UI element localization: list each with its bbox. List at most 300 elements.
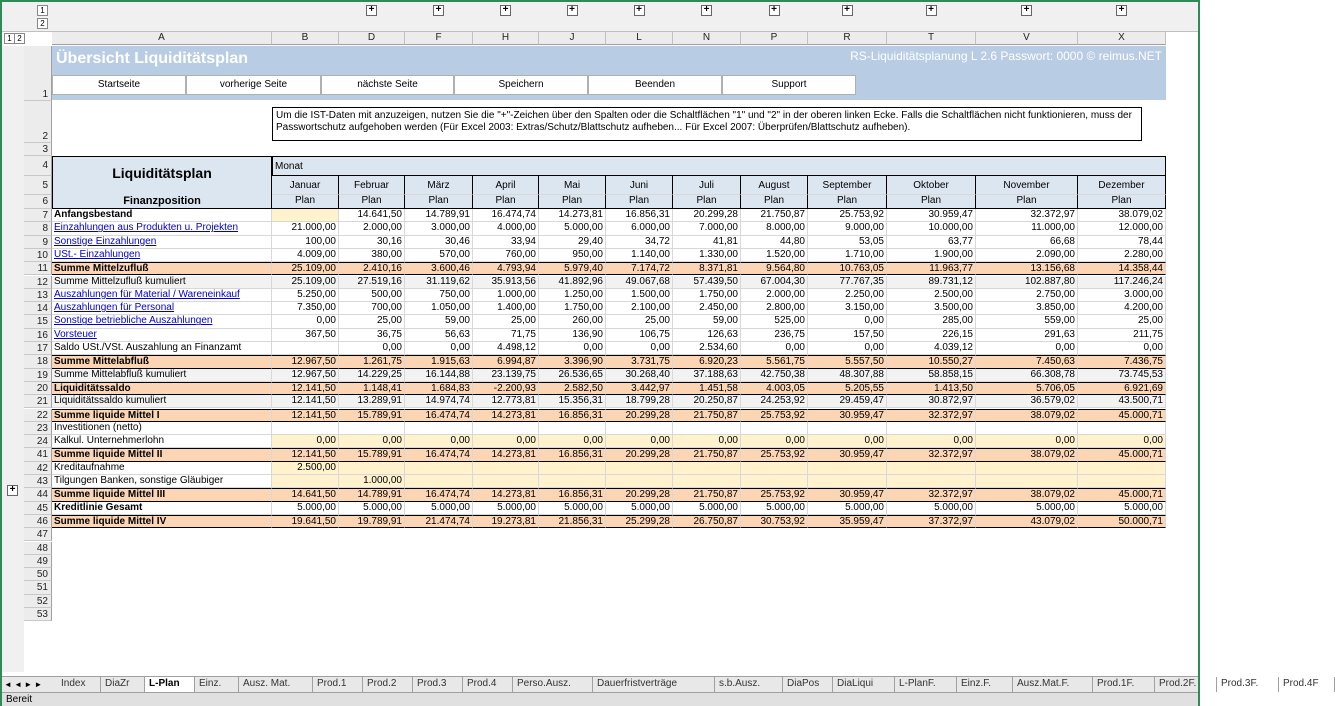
table-cell[interactable]: 100,00	[272, 236, 339, 249]
table-cell[interactable]: 0,00	[606, 435, 673, 448]
row-header-7[interactable]: 7	[24, 209, 52, 222]
table-cell[interactable]: 20.250,87	[673, 395, 741, 408]
sheet-tab-20[interactable]: Prod.4F	[1279, 677, 1335, 692]
row-header-3[interactable]: 3	[24, 143, 52, 156]
table-cell[interactable]: 43.500,71	[1078, 395, 1166, 408]
table-cell[interactable]	[1078, 422, 1166, 435]
table-cell[interactable]: 750,00	[405, 289, 473, 302]
sheet-tab-13[interactable]: DiaLiqui	[833, 677, 895, 692]
table-cell[interactable]: 14.789,91	[405, 209, 473, 222]
column-header-L[interactable]: L	[606, 32, 673, 45]
table-cell[interactable]: 2.582,50	[539, 382, 606, 395]
row-header-47[interactable]: 47	[24, 528, 52, 541]
table-cell[interactable]: 1.915,63	[405, 355, 473, 368]
row-outline-level-2-button[interactable]: 2	[14, 33, 25, 44]
column-header-V[interactable]: V	[976, 32, 1078, 45]
table-cell[interactable]: 4.200,00	[1078, 302, 1166, 315]
table-cell[interactable]: 12.141,50	[272, 395, 339, 408]
table-cell[interactable]: 34,72	[606, 236, 673, 249]
row-header-5[interactable]: 5	[24, 176, 52, 195]
outline-level-2-button[interactable]: 2	[37, 18, 48, 29]
table-cell[interactable]: 9.564,80	[741, 262, 808, 275]
table-cell[interactable]: 30.959,47	[887, 209, 976, 222]
table-cell[interactable]	[887, 462, 976, 475]
column-header-R[interactable]: R	[808, 32, 887, 45]
table-cell[interactable]: 4.039,12	[887, 342, 976, 355]
table-cell[interactable]	[741, 462, 808, 475]
table-cell[interactable]: 32.372,97	[976, 209, 1078, 222]
column-header-N[interactable]: N	[673, 32, 741, 45]
table-cell[interactable]: 5.000,00	[741, 502, 808, 515]
table-cell[interactable]: 500,00	[339, 289, 405, 302]
table-cell[interactable]: 211,75	[1078, 329, 1166, 342]
table-cell[interactable]: 15.789,91	[339, 409, 405, 422]
table-cell[interactable]: -2.200,93	[473, 382, 539, 395]
table-cell[interactable]: 0,00	[473, 435, 539, 448]
table-cell[interactable]: 2.000,00	[339, 222, 405, 235]
table-cell[interactable]: 23.139,75	[473, 369, 539, 382]
table-cell[interactable]: 32.372,97	[887, 488, 976, 501]
row-header-6[interactable]: 6	[24, 195, 52, 209]
table-cell[interactable]	[272, 422, 339, 435]
table-cell[interactable]: 0,00	[539, 342, 606, 355]
table-cell[interactable]: 6.994,87	[473, 355, 539, 368]
table-cell[interactable]: 37.188,63	[673, 369, 741, 382]
table-cell[interactable]: 89.731,12	[887, 276, 976, 289]
sheet-tab-9[interactable]: Perso.Ausz.	[513, 677, 593, 692]
table-cell[interactable]: 4.009,00	[272, 249, 339, 262]
table-cell[interactable]: 1.710,00	[808, 249, 887, 262]
table-cell[interactable]: 14.229,25	[339, 369, 405, 382]
table-cell[interactable]	[673, 422, 741, 435]
table-cell[interactable]	[1078, 462, 1166, 475]
column-header-B[interactable]: B	[272, 32, 339, 45]
table-cell[interactable]: 30.959,47	[808, 448, 887, 461]
table-cell[interactable]: 3.600,46	[405, 262, 473, 275]
column-header-H[interactable]: H	[473, 32, 539, 45]
table-cell[interactable]	[976, 422, 1078, 435]
row-header-13[interactable]: 13	[24, 289, 52, 302]
table-cell[interactable]: 33,94	[473, 236, 539, 249]
column-header-F[interactable]: F	[405, 32, 473, 45]
table-cell[interactable]	[606, 462, 673, 475]
table-cell[interactable]: 367,50	[272, 329, 339, 342]
sheet-tab-4[interactable]: Ausz. Mat.	[239, 677, 313, 692]
expand-column-plus-icon[interactable]: +	[1021, 5, 1032, 16]
table-cell[interactable]: 20.299,28	[606, 448, 673, 461]
table-cell[interactable]: 38.079,02	[976, 488, 1078, 501]
table-cell[interactable]: 6.000,00	[606, 222, 673, 235]
table-cell[interactable]: 13.156,68	[976, 262, 1078, 275]
table-cell[interactable]	[272, 342, 339, 355]
sheet-tab-6[interactable]: Prod.2	[363, 677, 413, 692]
table-cell[interactable]: 25,00	[606, 315, 673, 328]
row-header-10[interactable]: 10	[24, 249, 52, 262]
table-cell[interactable]: 3.000,00	[405, 222, 473, 235]
sheet-tab-14[interactable]: L-PlanF.	[895, 677, 957, 692]
row-header-11[interactable]: 11	[24, 262, 52, 275]
expand-column-plus-icon[interactable]: +	[1116, 5, 1127, 16]
table-cell[interactable]: 2.410,16	[339, 262, 405, 275]
table-cell[interactable]: 26.750,87	[673, 515, 741, 528]
row-header-49[interactable]: 49	[24, 555, 52, 568]
table-cell[interactable]: 2.250,00	[808, 289, 887, 302]
table-cell[interactable]: 36.579,02	[976, 395, 1078, 408]
table-cell[interactable]: 1.684,83	[405, 382, 473, 395]
column-header-X[interactable]: X	[1078, 32, 1166, 45]
table-cell[interactable]: 7.350,00	[272, 302, 339, 315]
table-cell[interactable]	[339, 462, 405, 475]
table-cell[interactable]: 53,05	[808, 236, 887, 249]
table-cell[interactable]: 950,00	[539, 249, 606, 262]
table-cell[interactable]: 49.067,68	[606, 276, 673, 289]
row-header-24[interactable]: 24	[24, 435, 52, 448]
table-cell[interactable]: 25.753,92	[808, 209, 887, 222]
table-cell[interactable]: 5.000,00	[539, 502, 606, 515]
table-cell[interactable]: 73.745,53	[1078, 369, 1166, 382]
table-cell[interactable]: 57.439,50	[673, 276, 741, 289]
table-cell[interactable]: 18.799,28	[606, 395, 673, 408]
table-cell[interactable]: 43.079,02	[976, 515, 1078, 528]
table-cell[interactable]: 1.400,00	[473, 302, 539, 315]
table-cell[interactable]	[673, 475, 741, 488]
table-cell[interactable]: 21.750,87	[673, 488, 741, 501]
table-cell[interactable]: 0,00	[539, 435, 606, 448]
outline-level-1-button[interactable]: 1	[37, 5, 48, 16]
expand-column-plus-icon[interactable]: +	[500, 5, 511, 16]
tab-scroll-arrows-icon[interactable]: ◄ ◄ ► ►	[4, 680, 43, 689]
table-cell[interactable]: 15.789,91	[339, 448, 405, 461]
table-cell[interactable]: 30,46	[405, 236, 473, 249]
table-cell[interactable]: 14.358,44	[1078, 262, 1166, 275]
table-cell[interactable]: 0,00	[741, 342, 808, 355]
table-cell[interactable]: 12.773,81	[473, 395, 539, 408]
table-cell[interactable]: 0,00	[741, 435, 808, 448]
table-cell[interactable]: 1.750,00	[539, 302, 606, 315]
table-cell[interactable]: 3.500,00	[887, 302, 976, 315]
table-cell[interactable]: 19.641,50	[272, 515, 339, 528]
row-header-20[interactable]: 20	[24, 382, 52, 395]
table-cell[interactable]: 50.000,71	[1078, 515, 1166, 528]
table-cell[interactable]: 0,00	[339, 342, 405, 355]
table-cell[interactable]	[539, 462, 606, 475]
table-cell[interactable]: 12.000,00	[1078, 222, 1166, 235]
column-header-T[interactable]: T	[887, 32, 976, 45]
table-cell[interactable]: 12.967,50	[272, 369, 339, 382]
table-cell[interactable]: 2.750,00	[976, 289, 1078, 302]
table-cell[interactable]: 7.450,63	[976, 355, 1078, 368]
table-cell[interactable]: 700,00	[339, 302, 405, 315]
table-cell[interactable]: 5.561,75	[741, 355, 808, 368]
table-cell[interactable]	[405, 462, 473, 475]
table-cell[interactable]: 117.246,24	[1078, 276, 1166, 289]
row-header-22[interactable]: 22	[24, 409, 52, 422]
sheet-tab-18[interactable]: Prod.2F.	[1155, 677, 1217, 692]
table-cell[interactable]: 30.872,97	[887, 395, 976, 408]
sheet-tab-19[interactable]: Prod.3F.	[1217, 677, 1279, 692]
table-cell[interactable]: 2.000,00	[741, 289, 808, 302]
row-outline-level-1-button[interactable]: 1	[4, 33, 15, 44]
table-cell[interactable]: 126,63	[673, 329, 741, 342]
table-cell[interactable]: 2.090,00	[976, 249, 1078, 262]
table-cell[interactable]	[606, 475, 673, 488]
table-cell[interactable]: 41,81	[673, 236, 741, 249]
table-cell[interactable]: 1.330,00	[673, 249, 741, 262]
row-header-21[interactable]: 21	[24, 395, 52, 408]
table-cell[interactable]: 5.000,00	[887, 502, 976, 515]
table-cell[interactable]: 14.641,50	[339, 209, 405, 222]
table-cell[interactable]	[1078, 475, 1166, 488]
table-cell[interactable]: 5.979,40	[539, 262, 606, 275]
table-cell[interactable]: 0,00	[673, 435, 741, 448]
sheet-tab-16[interactable]: Ausz.Mat.F.	[1013, 677, 1093, 692]
table-cell[interactable]: 21.000,00	[272, 222, 339, 235]
table-cell[interactable]	[473, 462, 539, 475]
sheet-tab-10[interactable]: Dauerfristverträge	[593, 677, 715, 692]
row-label[interactable]: Sonstige Einzahlungen	[52, 236, 272, 249]
table-cell[interactable]: 5.706,05	[976, 382, 1078, 395]
row-header-48[interactable]: 48	[24, 542, 52, 555]
table-cell[interactable]: 66,68	[976, 236, 1078, 249]
table-cell[interactable]: 5.000,00	[976, 502, 1078, 515]
row-header-18[interactable]: 18	[24, 355, 52, 368]
table-cell[interactable]: 14.641,50	[272, 488, 339, 501]
row-header-19[interactable]: 19	[24, 369, 52, 382]
table-cell[interactable]	[887, 422, 976, 435]
table-cell[interactable]: 260,00	[539, 315, 606, 328]
row-header-17[interactable]: 17	[24, 342, 52, 355]
row-header-8[interactable]: 8	[24, 222, 52, 235]
table-cell[interactable]: 2.450,00	[673, 302, 741, 315]
table-cell[interactable]: 1.148,41	[339, 382, 405, 395]
table-cell[interactable]: 2.500,00	[887, 289, 976, 302]
column-header-D[interactable]: D	[339, 32, 405, 45]
sheet-tab-1[interactable]: DiaZr	[101, 677, 145, 692]
row-header-53[interactable]: 53	[24, 608, 52, 621]
table-cell[interactable]	[405, 422, 473, 435]
row-label[interactable]: Einzahlungen aus Produkten u. Projekten	[52, 222, 272, 235]
table-cell[interactable]: 2.500,00	[272, 462, 339, 475]
table-cell[interactable]: 3.396,90	[539, 355, 606, 368]
table-cell[interactable]	[272, 475, 339, 488]
table-cell[interactable]: 31.119,62	[405, 276, 473, 289]
sheet-tab-11[interactable]: s.b.Ausz.	[715, 677, 783, 692]
table-cell[interactable]: 44,80	[741, 236, 808, 249]
table-cell[interactable]: 12.141,50	[272, 382, 339, 395]
table-cell[interactable]: 59,00	[405, 315, 473, 328]
nav-button-1[interactable]: vorherige Seite	[186, 75, 321, 95]
table-cell[interactable]: 5.000,00	[539, 222, 606, 235]
table-cell[interactable]: 6.920,23	[673, 355, 741, 368]
table-cell[interactable]: 5.000,00	[606, 502, 673, 515]
row-label[interactable]: Auszahlungen für Material / Wareneinkauf	[52, 289, 272, 302]
table-cell[interactable]: 45.000,71	[1078, 409, 1166, 422]
table-cell[interactable]: 13.289,91	[339, 395, 405, 408]
table-cell[interactable]: 16.856,31	[606, 209, 673, 222]
table-cell[interactable]: 380,00	[339, 249, 405, 262]
row-header-42[interactable]: 42	[24, 462, 52, 475]
table-cell[interactable]: 19.273,81	[473, 515, 539, 528]
table-cell[interactable]: 16.474,74	[473, 209, 539, 222]
table-cell[interactable]: 285,00	[887, 315, 976, 328]
table-cell[interactable]: 1.000,00	[473, 289, 539, 302]
table-cell[interactable]: 35.959,47	[808, 515, 887, 528]
table-cell[interactable]: 5.557,50	[808, 355, 887, 368]
table-cell[interactable]: 0,00	[272, 315, 339, 328]
expand-column-plus-icon[interactable]: +	[433, 5, 444, 16]
table-cell[interactable]	[473, 422, 539, 435]
table-cell[interactable]: 21.856,31	[539, 515, 606, 528]
table-cell[interactable]: 14.273,81	[473, 488, 539, 501]
table-cell[interactable]: 66.308,78	[976, 369, 1078, 382]
table-cell[interactable]: 559,00	[976, 315, 1078, 328]
table-cell[interactable]	[808, 475, 887, 488]
table-cell[interactable]: 1.750,00	[673, 289, 741, 302]
table-cell[interactable]: 38.079,02	[976, 409, 1078, 422]
table-cell[interactable]: 7.174,72	[606, 262, 673, 275]
row-header-41[interactable]: 41	[24, 448, 52, 461]
table-cell[interactable]: 10.000,00	[887, 222, 976, 235]
table-cell[interactable]: 760,00	[473, 249, 539, 262]
table-cell[interactable]: 20.299,28	[606, 488, 673, 501]
table-cell[interactable]: 12.141,50	[272, 409, 339, 422]
table-cell[interactable]: 25,00	[339, 315, 405, 328]
table-cell[interactable]: 25,00	[1078, 315, 1166, 328]
sheet-tab-3[interactable]: Einz.	[195, 677, 239, 692]
table-cell[interactable]: 1.451,58	[673, 382, 741, 395]
table-cell[interactable]: 14.273,81	[539, 209, 606, 222]
table-cell[interactable]: 1.520,00	[741, 249, 808, 262]
row-header-16[interactable]: 16	[24, 329, 52, 342]
row-header-15[interactable]: 15	[24, 315, 52, 328]
table-cell[interactable]: 25.753,92	[741, 448, 808, 461]
table-cell[interactable]: 45.000,71	[1078, 488, 1166, 501]
row-header-46[interactable]: 46	[24, 515, 52, 528]
row-header-43[interactable]: 43	[24, 475, 52, 488]
table-cell[interactable]: 16.474,74	[405, 488, 473, 501]
sheet-tab-5[interactable]: Prod.1	[313, 677, 363, 692]
table-cell[interactable]: 7.000,00	[673, 222, 741, 235]
table-cell[interactable]: 32.372,97	[887, 448, 976, 461]
table-cell[interactable]: 0,00	[272, 435, 339, 448]
table-cell[interactable]: 77.767,35	[808, 276, 887, 289]
table-cell[interactable]	[741, 422, 808, 435]
table-cell[interactable]: 5.205,55	[808, 382, 887, 395]
table-cell[interactable]: 7.436,75	[1078, 355, 1166, 368]
table-cell[interactable]: 0,00	[606, 342, 673, 355]
sheet-tab-7[interactable]: Prod.3	[413, 677, 463, 692]
table-cell[interactable]: 42.750,38	[741, 369, 808, 382]
table-cell[interactable]: 16.144,88	[405, 369, 473, 382]
table-cell[interactable]: 0,00	[887, 435, 976, 448]
row-label[interactable]: USt.- Einzahlungen	[52, 249, 272, 262]
table-cell[interactable]: 5.250,00	[272, 289, 339, 302]
table-cell[interactable]: 0,00	[1078, 435, 1166, 448]
table-cell[interactable]: 5.000,00	[473, 502, 539, 515]
row-header-44[interactable]: 44	[24, 488, 52, 501]
table-cell[interactable]: 71,75	[473, 329, 539, 342]
table-cell[interactable]: 2.534,60	[673, 342, 741, 355]
table-cell[interactable]: 4.793,94	[473, 262, 539, 275]
table-cell[interactable]: 21.474,74	[405, 515, 473, 528]
table-cell[interactable]: 5.000,00	[808, 502, 887, 515]
row-header-14[interactable]: 14	[24, 302, 52, 315]
table-cell[interactable]: 0,00	[405, 342, 473, 355]
table-cell[interactable]: 1.500,00	[606, 289, 673, 302]
table-cell[interactable]: 1.250,00	[539, 289, 606, 302]
table-cell[interactable]: 4.498,12	[473, 342, 539, 355]
row-header-50[interactable]: 50	[24, 568, 52, 581]
table-cell[interactable]: 12.141,50	[272, 448, 339, 461]
table-cell[interactable]: 30,16	[339, 236, 405, 249]
row-header-1[interactable]: 1	[24, 46, 52, 101]
table-cell[interactable]: 0,00	[808, 342, 887, 355]
table-cell[interactable]: 16.856,31	[539, 448, 606, 461]
table-cell[interactable]: 21.750,87	[741, 209, 808, 222]
table-cell[interactable]: 5.000,00	[405, 502, 473, 515]
table-cell[interactable]: 8.000,00	[741, 222, 808, 235]
row-header-23[interactable]: 23	[24, 422, 52, 435]
table-cell[interactable]: 30.959,47	[808, 488, 887, 501]
table-cell[interactable]: 25.299,28	[606, 515, 673, 528]
table-cell[interactable]: 16.474,74	[405, 448, 473, 461]
table-cell[interactable]: 5.000,00	[1078, 502, 1166, 515]
table-cell[interactable]: 29.459,47	[808, 395, 887, 408]
row-header-4[interactable]: 4	[24, 156, 52, 176]
expand-column-plus-icon[interactable]: +	[926, 5, 937, 16]
table-cell[interactable]: 14.273,81	[473, 448, 539, 461]
table-cell[interactable]: 25.109,00	[272, 276, 339, 289]
table-cell[interactable]: 14.974,74	[405, 395, 473, 408]
nav-button-3[interactable]: Speichern	[454, 75, 588, 95]
table-cell[interactable]: 525,00	[741, 315, 808, 328]
table-cell[interactable]	[741, 475, 808, 488]
table-cell[interactable]: 38.079,02	[976, 448, 1078, 461]
table-cell[interactable]: 30.959,47	[808, 409, 887, 422]
table-cell[interactable]	[887, 475, 976, 488]
table-cell[interactable]: 5.000,00	[272, 502, 339, 515]
table-cell[interactable]: 27.519,16	[339, 276, 405, 289]
table-cell[interactable]: 1.000,00	[339, 475, 405, 488]
sheet-tab-2[interactable]: L-Plan	[145, 677, 195, 692]
table-cell[interactable]: 2.280,00	[1078, 249, 1166, 262]
table-cell[interactable]: 30.753,92	[741, 515, 808, 528]
table-cell[interactable]: 11.000,00	[976, 222, 1078, 235]
table-cell[interactable]: 0,00	[808, 315, 887, 328]
table-cell[interactable]: 8.371,81	[673, 262, 741, 275]
table-cell[interactable]: 36,75	[339, 329, 405, 342]
table-cell[interactable]	[976, 462, 1078, 475]
expand-column-plus-icon[interactable]: +	[366, 5, 377, 16]
table-cell[interactable]: 63,77	[887, 236, 976, 249]
table-cell[interactable]: 35.913,56	[473, 276, 539, 289]
table-cell[interactable]: 30.268,40	[606, 369, 673, 382]
row-header-45[interactable]: 45	[24, 502, 52, 515]
table-cell[interactable]: 14.273,81	[473, 409, 539, 422]
table-cell[interactable]: 1.261,75	[339, 355, 405, 368]
table-cell[interactable]: 0,00	[1078, 342, 1166, 355]
table-cell[interactable]: 9.000,00	[808, 222, 887, 235]
table-cell[interactable]: 4.000,00	[473, 222, 539, 235]
table-cell[interactable]: 24.253,92	[741, 395, 808, 408]
table-cell[interactable]: 16.856,31	[539, 488, 606, 501]
row-header-51[interactable]: 51	[24, 581, 52, 594]
table-cell[interactable]: 20.299,28	[606, 409, 673, 422]
table-cell[interactable]: 1.900,00	[887, 249, 976, 262]
table-cell[interactable]	[808, 422, 887, 435]
row-label[interactable]: Sonstige betriebliche Auszahlungen	[52, 315, 272, 328]
table-cell[interactable]: 12.967,50	[272, 355, 339, 368]
